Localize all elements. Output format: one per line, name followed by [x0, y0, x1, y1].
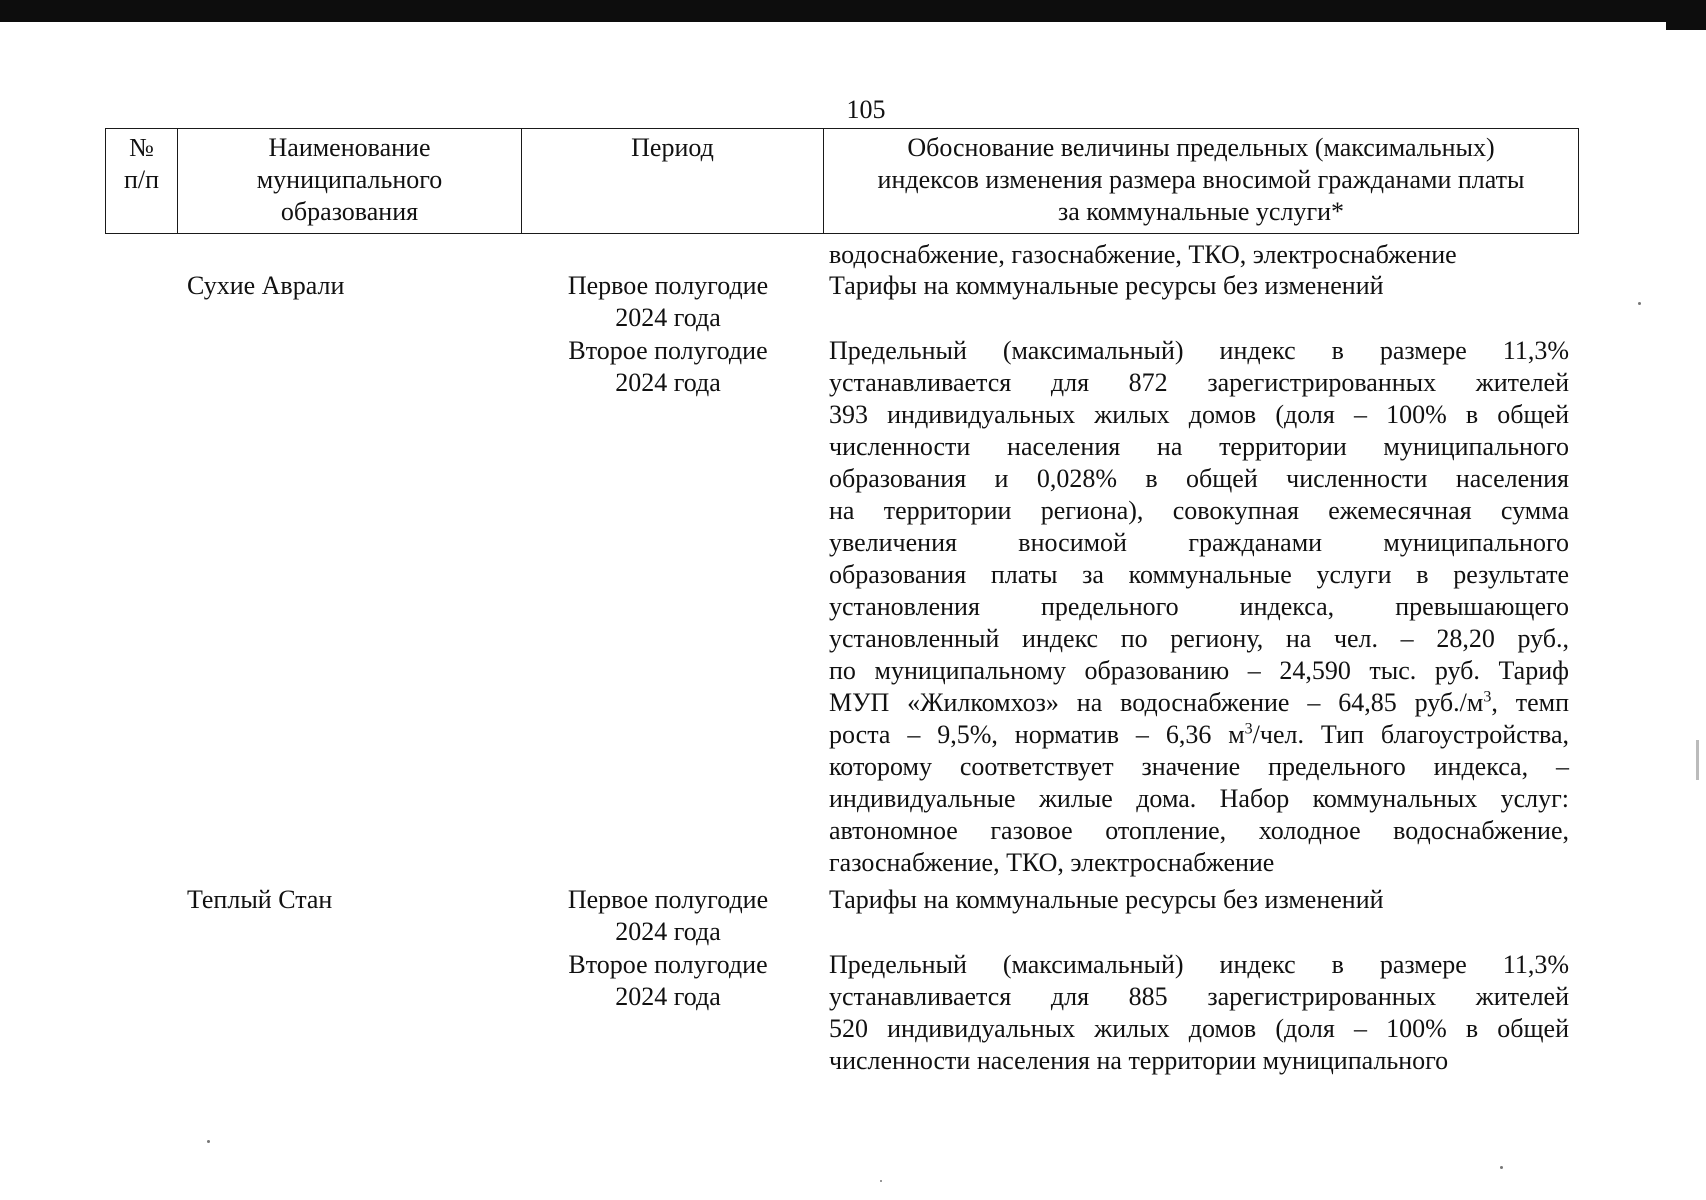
header-col-justification: Обоснование величины предельных (максимальных) индексов изменения размера вносимой гражданами платы за коммунальные услуги* — [877, 133, 1525, 226]
text-line: численности населения на территории муниципального — [829, 432, 1569, 461]
text-line: численности населения на территории муниципального — [829, 1046, 1449, 1075]
table-header — [105, 128, 1579, 234]
text-line: по муниципальному образованию – 24,590 тыс. руб. Тариф — [829, 656, 1569, 685]
text-line: автономное газовое отопление, холодное водоснабжение, — [829, 816, 1569, 845]
text-line: МУП «Жилкомхоз» на водоснабжение – 64,85 $руб./м^3$, темп — [829, 688, 1569, 717]
header-col-number: № п/п — [106, 129, 178, 233]
text-line: которому соответствует значение предельного индекса, – — [829, 752, 1569, 781]
text-line: роста – 9,5%, норматив – 6,36 $м^3$/чел. Тип благоустройства, — [829, 720, 1569, 749]
text-line: образования и 0,028% в общей численности населения — [829, 464, 1569, 493]
scan-speck — [1638, 302, 1641, 305]
period-first-half: Первое полугодие 2024 года — [567, 271, 769, 332]
justification-text: Тарифы на коммунальные ресурсы без изменений — [829, 885, 1384, 914]
text-line: 393 индивидуальных жилых домов (доля – 100% в общей — [829, 400, 1569, 429]
text-line: Предельный (максимальный) индекс в размере 11,3% — [829, 950, 1569, 979]
text-line: установления предельного индекса, превышающего — [829, 592, 1569, 621]
text-line: увеличения вносимой гражданами муниципального — [829, 528, 1569, 557]
text-line: на территории региона), совокупная ежемесячная сумма — [829, 496, 1569, 525]
scan-speck — [880, 1180, 882, 1182]
justification-text — [829, 335, 1569, 879]
page-number: 105 — [846, 95, 886, 124]
justification-text — [829, 949, 1569, 1077]
municipality-name: Теплый Стан — [187, 885, 333, 914]
period-first-half: Первое полугодие 2024 года — [567, 885, 769, 946]
period-second-half: Второе полугодие 2024 года — [568, 336, 768, 397]
scan-border-corner — [1666, 0, 1706, 30]
text-line: устанавливается для 872 зарегистрированных жителей — [829, 368, 1569, 397]
text-line: газоснабжение, ТКО, электроснабжение — [829, 848, 1275, 877]
municipality-name: Сухие Аврали — [187, 271, 345, 300]
period-second-half: Второе полугодие 2024 года — [568, 950, 768, 1011]
text-line: устанавливается для 885 зарегистрированных жителей — [829, 982, 1569, 1011]
continuation-text: водоснабжение, газоснабжение, ТКО, электроснабжение — [829, 240, 1457, 269]
header-col-municipality: Наименование муниципального образования — [178, 129, 522, 233]
header-col-period: Период — [522, 129, 824, 233]
scan-speck — [1500, 1166, 1503, 1169]
scan-speck — [207, 1140, 210, 1143]
text-line: индивидуальные жилые дома. Набор коммунальных услуг: — [829, 784, 1569, 813]
text-line: установленный индекс по региону, на чел. – 28,20 руб., — [829, 624, 1569, 653]
scan-speck — [1696, 740, 1699, 780]
scan-border — [0, 0, 1706, 22]
text-line: Предельный (максимальный) индекс в размере 11,3% — [829, 336, 1569, 365]
text-line: 520 индивидуальных жилых домов (доля – 100% в общей — [829, 1014, 1569, 1043]
text-line: образования платы за коммунальные услуги в результате — [829, 560, 1569, 589]
justification-text: Тарифы на коммунальные ресурсы без изменений — [829, 271, 1384, 300]
